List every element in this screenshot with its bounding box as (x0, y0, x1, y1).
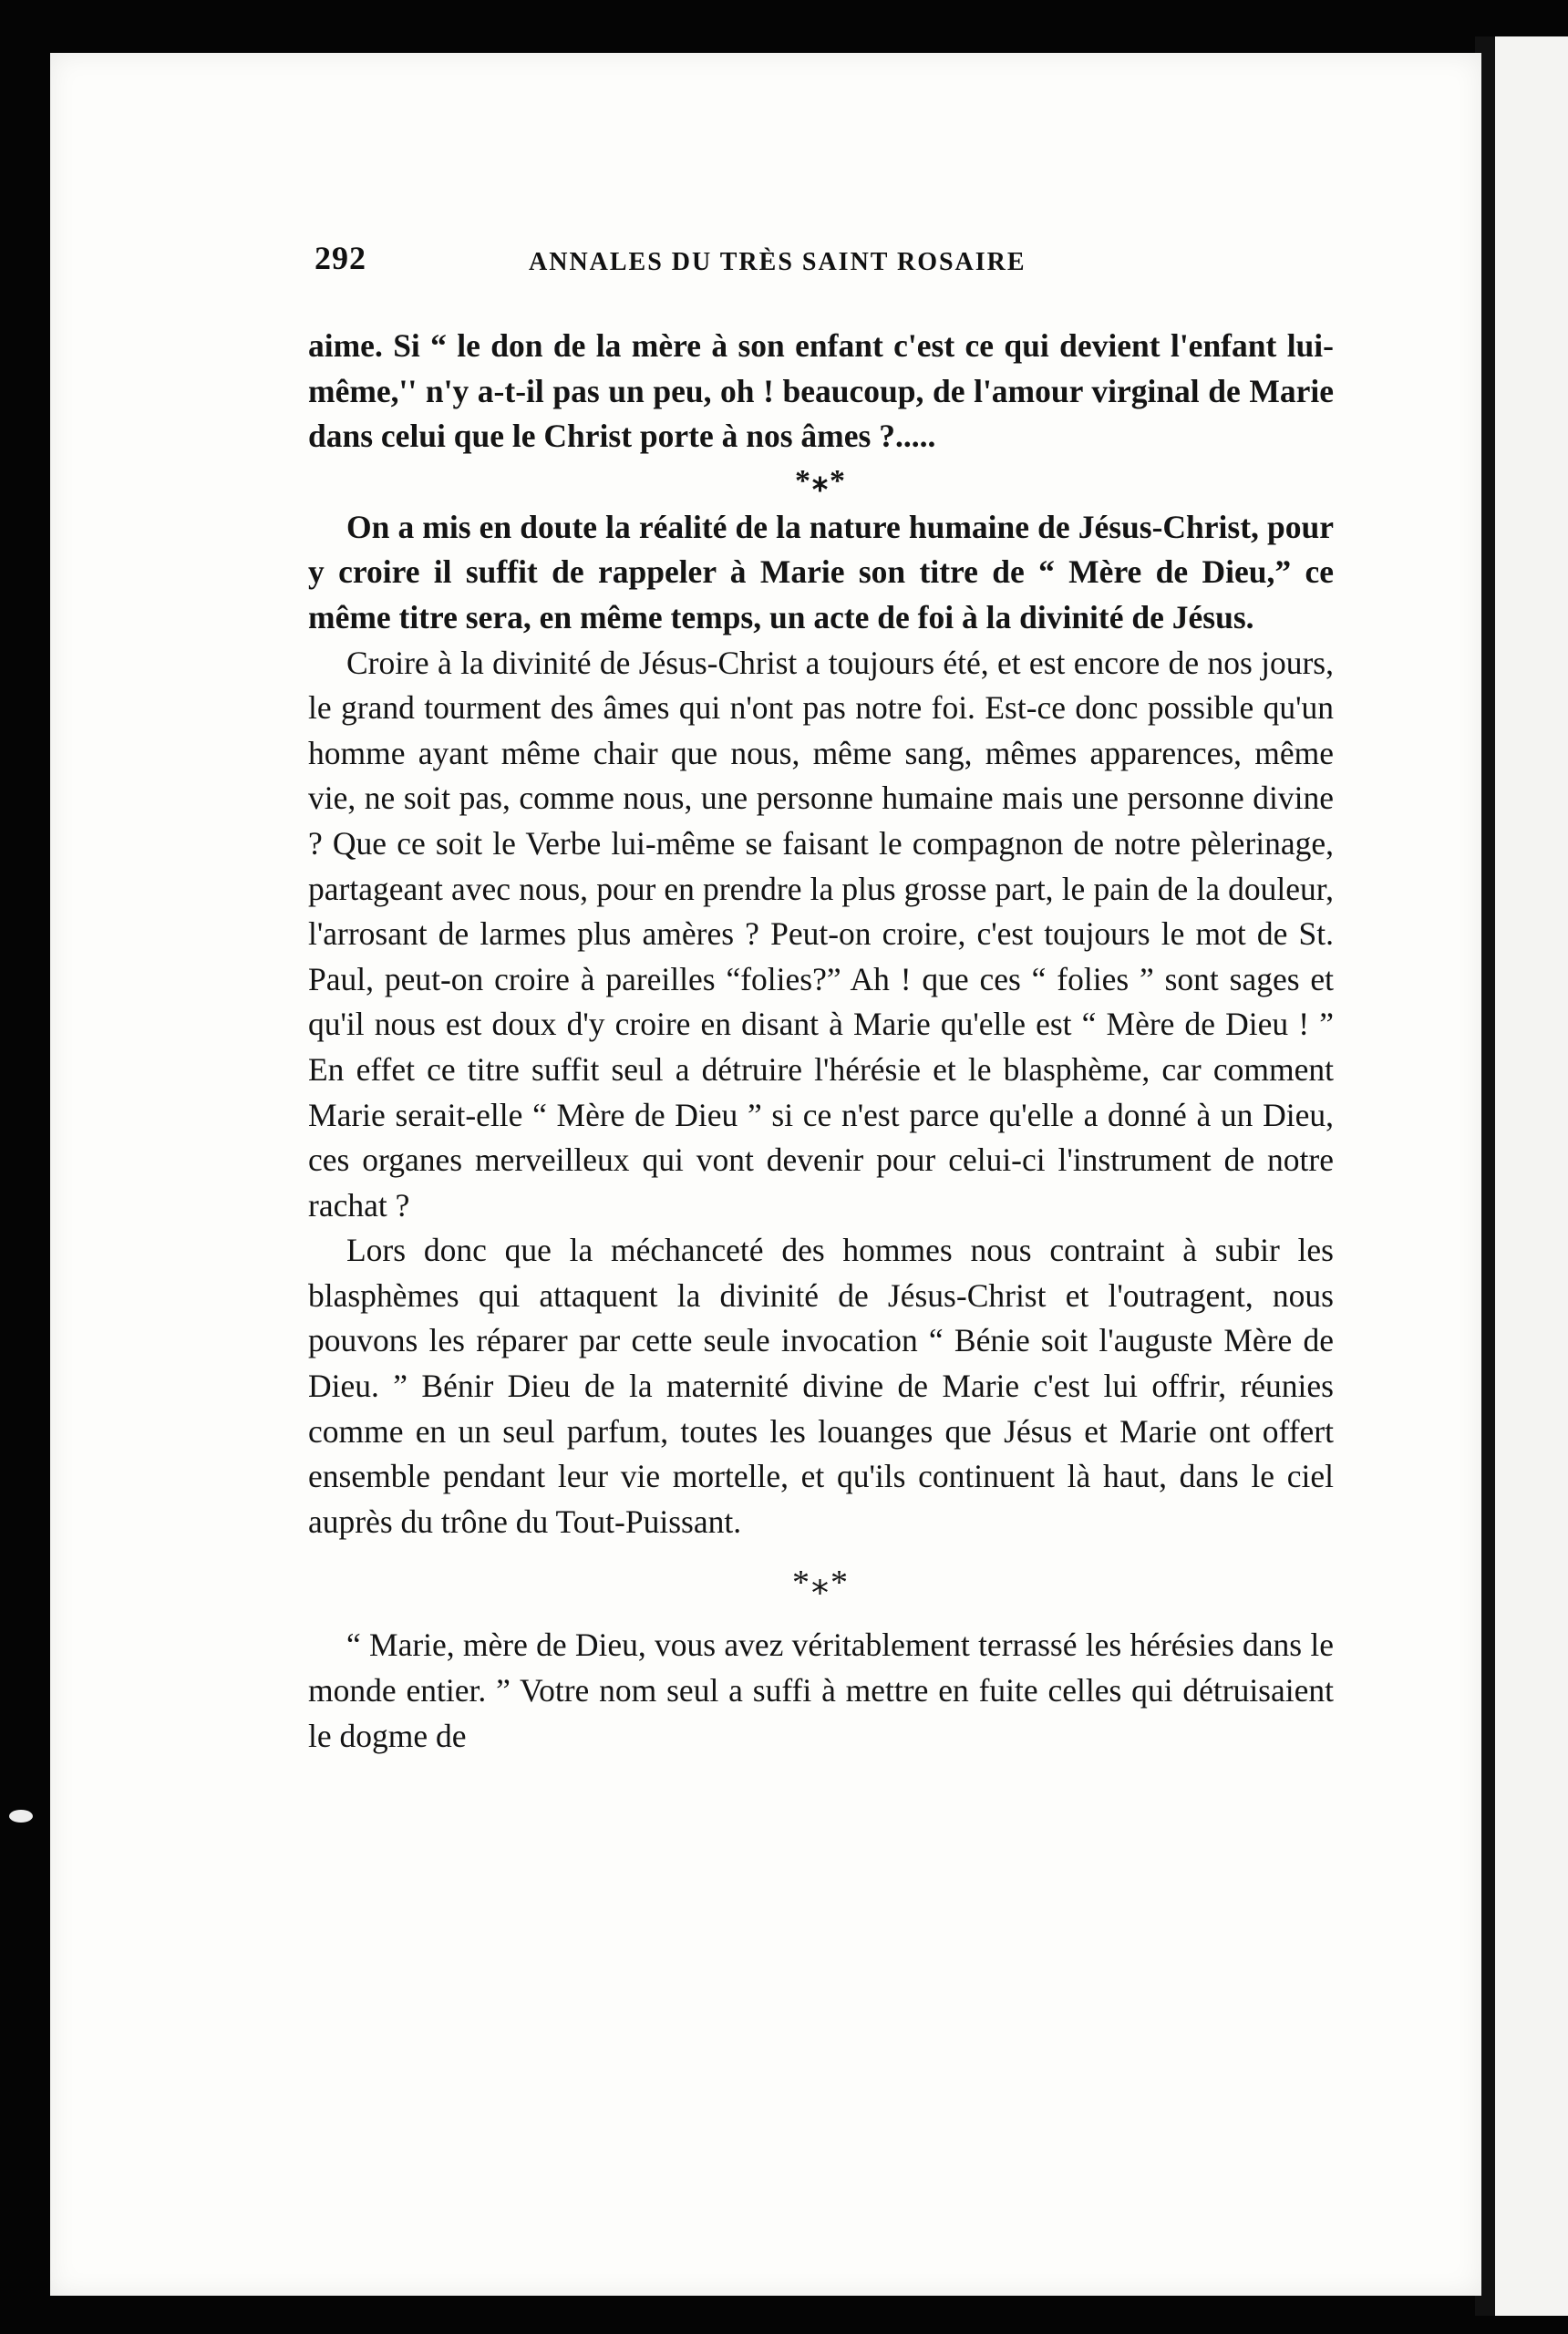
section-asterism-2: *⁎* (792, 1564, 850, 1603)
section-asterism-1: *⁎* (795, 463, 847, 498)
next-page-edge (1495, 36, 1568, 2316)
scan-speck (9, 1810, 33, 1823)
paragraph-1: aime. Si “ le don de la mère à son enfant c'est ce qui devient l'enfant lui-même,'' n'y a-t-il pas un peu, oh ! beaucoup, de l'amour virginal de Marie dans celui que le Christ porte à nos âmes ?..... (308, 327, 1334, 455)
paragraph-2: On a mis en doute la réalité de la nature humaine de Jésus-Christ, pour y croire il suffit de rappeler à Marie son titre de “ Mère de Dieu,” ce même titre sera, en même temps, un acte de foi à la divinité de Jésus. (308, 508, 1334, 635)
page-number: 292 (315, 240, 366, 276)
running-title: ANNALES DU TRÈS SAINT ROSAIRE (529, 248, 1026, 276)
page-header (315, 239, 1336, 294)
paragraph-5: “ Marie, mère de Dieu, vous avez véritablement terrassé les hérésies dans le monde entier. ” Votre nom seul a suffi à mettre en fuite celles qui détruisaient le dogme de (308, 1627, 1334, 1754)
paragraph-3: Croire à la divinité de Jésus-Christ a toujours été, et est encore de nos jours, le grand tourment des âmes qui n'ont pas notre foi. Est-ce donc possible qu'un homme ayant même chair que nous, même sang, mêmes apparences, même vie, ne soit pas, comme nous, une personne humaine mais une personne divine ? Que ce soit le Verbe lui-même se faisant le compagnon de notre pèlerinage, partageant avec nous, pour en prendre la plus grosse part, le pain de la douleur, l'arrosant de larmes plus amères ? Peut-on croire, c'est toujours le mot de St. Paul, peut-on croire à pareilles “folies?” Ah ! que ces “ folies ” sont sages et qu'il nous est doux d'y croire en disant à Marie qu'elle est “ Mère de Dieu ! ” En effet ce titre suffit seul a détruire l'hérésie et le blasphème, car comment Marie serait-elle “ Mère de Dieu ” si ce n'est parce qu'elle a donné à un Dieu, ces organes merveilleux qui vont devenir pour celui-ci l'instrument de notre rachat ? (308, 644, 1334, 1224)
body-text (308, 324, 1334, 1759)
paragraph-4: Lors donc que la méchanceté des hommes nous contraint à subir les blasphèmes qui attaquent la divinité de Jésus-Christ et l'outragent, nous pouvons les réparer par cette seule invocation “ Bénie soit l'auguste Mère de Dieu. ” Bénir Dieu de la maternité divine de Marie c'est lui offrir, réunies comme en un seul parfum, toutes les louanges que Jésus et Marie ont offert ensemble pendant leur vie mortelle, et qu'ils continuent là haut, dans le ciel auprès du trône du Tout-Puissant. (308, 1232, 1334, 1540)
